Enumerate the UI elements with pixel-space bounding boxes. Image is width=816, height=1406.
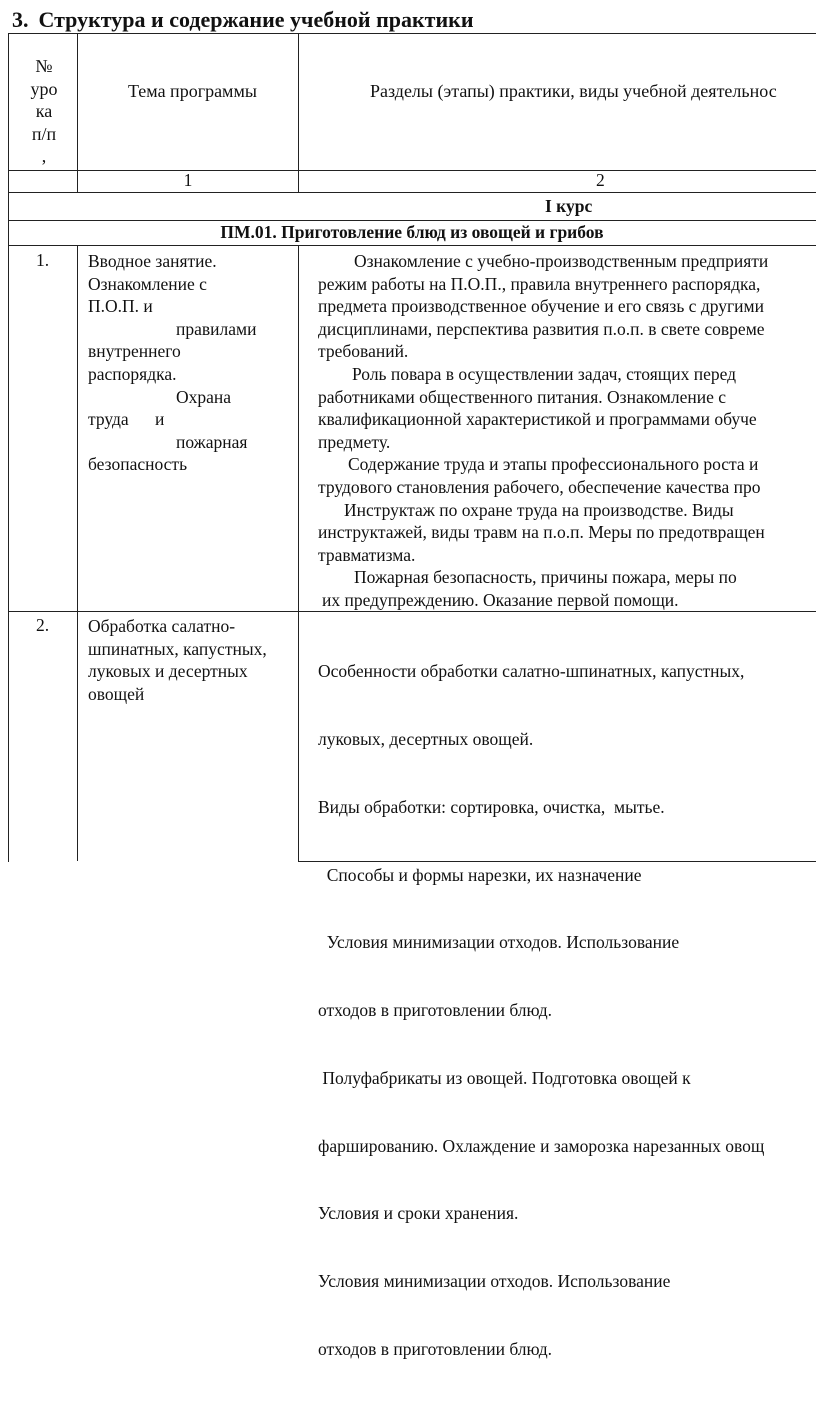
row-1-number: 1.	[36, 250, 50, 270]
course-label: I курс	[545, 196, 593, 216]
table-border-top	[8, 33, 816, 34]
section-title: Структура и содержание учебной практики	[38, 7, 474, 32]
row-2-content: Особенности обработки салатно-шпинатных, капустных, луковых, десертных овощей. Виды обработки: сортировка, очистка, мытье. Способы и формы нарезки, их назначение Условия минимизации отходов. Использование отходов в приготовлении блюд. Полуфабрикаты из овощей. Подготовка овощей к фаршированию. Охлаждение и заморозка нарезанных овощ Условия и сроки хранения. Условия минимизации отходов. Использование отходов в приготовлении блюд.	[318, 661, 765, 1359]
index-col-1: 1	[183, 170, 193, 190]
row-2-number: 2.	[36, 615, 50, 635]
index-col-2: 2	[596, 170, 605, 190]
row-1-theme: Вводное занятие. Ознакомление с П.О.П. и правилами внутреннего распорядка. Охрана труда и пожарная безопасность	[88, 251, 257, 475]
table-border-left	[8, 33, 9, 862]
module-label: ПМ.01. Приготовление блюд из овощей и грибов	[220, 222, 604, 242]
section-number: 3.	[12, 7, 29, 32]
header-program-theme: Тема программы	[128, 81, 257, 101]
col-divider-1-body	[77, 245, 78, 861]
row-1-content: Ознакомление с учебно-производственным предприяти режим работы на П.О.П., правила внутреннего распорядка, предмета производственное обучение и его связь с другими дисциплинами, перспектива развития п.о.п. в свете совреме требований. Роль повара в осуществлении задач, стоящих перед работниками общественного питания. Ознакомление с квалификационной характеристикой и программами обуче предмету. Содержание труда и этапы профессионального роста и трудового становления рабочего, обеспечение качества про Инструктаж по охране труда на производстве. Виды инструктажей, виды травм на п.о.п. Меры по предотвращен травматизма. Пожарная безопасность, причины пожара, меры по их предупреждению. Оказание первой помощи.	[318, 251, 769, 610]
module-row-divider	[8, 245, 816, 246]
header-practice-sections: Разделы (этапы) практики, виды учебной деятельнос	[370, 81, 777, 101]
row-2-theme: Обработка салатно- шпинатных, капустных, луковых и десертных овощей	[88, 616, 267, 704]
index-row-divider	[8, 192, 816, 193]
col-divider-2-body	[298, 245, 299, 861]
col-divider-2-header	[298, 33, 299, 192]
header-lesson-number: № уро ка п/п ,	[30, 56, 58, 166]
